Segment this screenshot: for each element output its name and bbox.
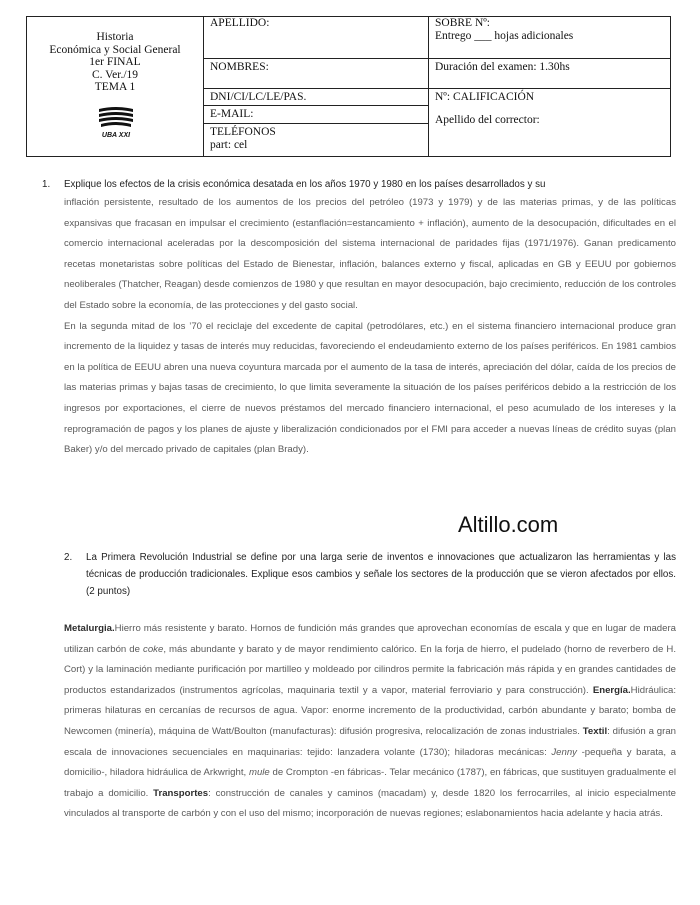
answer-2-paragraph (64, 619, 676, 825)
keyword-metalurgia: Metalurgia. (64, 623, 115, 634)
keyword-energia: Energía. (592, 684, 631, 696)
telefonos-field[interactable] (204, 124, 429, 156)
uba-xxi-logo-icon (95, 105, 137, 141)
course-info-cell (27, 17, 204, 156)
question-2-text (64, 549, 676, 600)
dni-field[interactable] (204, 89, 429, 106)
question-1-block (42, 177, 676, 461)
apellido-label: APELLIDO: (210, 17, 270, 29)
term-mule: mule (248, 767, 270, 779)
email-label: E-MAIL: (210, 108, 254, 120)
answer-2-text: de Crompton -en fábricas-. Telar mecánico (1787), en fábricas, que sustituyen gradualmente el trabajo a domicilio. (64, 767, 677, 799)
question-1-text (42, 177, 676, 193)
email-field[interactable] (204, 106, 429, 124)
answer-2-text: , más abundante y barato y de mayor rendimiento calórico. En la forja de hierro, el pudelado (horno de reverbero de H. Cort) y la laminación mediante purificación por martilleo y moldeado por cilindros permite la fabricación más rápida y en grandes cantidades de productos estandarizados (instrumentos agrícolas, maquinaria textil y a vapor, material ferroviario y para construcción). (64, 643, 676, 696)
answer-2-text: : construcción de canales y caminos (macadam) y, desde 1820 los ferrocarriles, al inicio especialmente vinculados al transporte de carbón y con el uso del mismo; incorporación de nuevas regiones; eslabonamientos hacia adelante y hacia atrás. (64, 787, 677, 820)
entrego-label: Entrego ___ hojas adicionales (435, 29, 574, 42)
keyword-textil: Textil (582, 725, 608, 737)
exam-type-line: 1er FINAL (89, 56, 141, 68)
answer-2-text: Hidráulica: primeras hilaturas en cercanías de recursos de agua. Vapor: enorme incremento de la productividad, carbón abundante y barato; bomba de Newcomen (minería), máquina de Watt/Boulton (manufacturas): difusión progresiva, relocalización de zonas industriales. (64, 684, 676, 737)
course-name-line: Historia (96, 31, 134, 43)
duracion-field (429, 59, 670, 89)
logo-text: UBA XXI (101, 132, 131, 139)
sobre-field[interactable] (429, 17, 670, 59)
answer-2-block (64, 619, 676, 825)
question-2-block (64, 549, 676, 600)
nombres-field[interactable] (204, 59, 429, 89)
tema-line: TEMA 1 (94, 81, 136, 93)
answer-2-text: -pequeña y barata, a domicilio-, hiladora hidráulica de Arkwright, (64, 746, 676, 779)
answer-2-text: : difusión a gran escala de innovaciones secuenciales en maquinarias: tejido: lanzadera volante (1730); hiladoras mecánicas: (64, 725, 676, 758)
dni-label: DNI/CI/LC/LE/PAS. (210, 91, 307, 103)
term-jenny: Jenny (551, 746, 577, 758)
course-name-line: Económica y Social General (49, 43, 181, 56)
term-coke: coke (143, 643, 164, 655)
calificacion-label: Nº: CALIFICACIÓN (435, 91, 535, 103)
answer-2-text: Hierro más resistente y barato. Hornos de fundición más grandes que aprovechan economías de escala y que en lugar de madera utilizan carbón de (64, 623, 676, 655)
part-label: part: (210, 138, 232, 151)
question-2-number: 2. (64, 552, 73, 563)
telefonos-label: TELÉFONOS (210, 126, 276, 138)
apellido-field[interactable] (204, 17, 429, 59)
altillo-watermark: Altillo.com (458, 512, 559, 537)
keyword-transportes: Transportes (153, 787, 209, 799)
exam-header-table (26, 16, 671, 157)
sobre-label: SOBRE Nº: (435, 17, 491, 29)
version-line: C. Ver./19 (91, 68, 139, 81)
nombres-label: NOMBRES: (210, 61, 269, 73)
answer-1-paragraph-1: inflación persistente, resultado de los aumentos de los precios del petróleo (1973 y 1979) y de las materias primas, y de las políticas expansivas que fracasan en impulsar el crecimiento (estanflación=estancamiento + inflación), aumento de la desocupación, dificultades en el comercio internacional aceleradas por la descomposición del sistema internacional de paridades fijas (1971/1976). Ganan predicamento recetas monetaristas sobre políticas del Estado de Bienestar, inflación, balances externo y fiscal, aplicadas en GB y EEUU por gobiernos neoliberales (Thatcher, Reagan) desde comienzos de 1980 y que resultan en mayor desocupación, bajo crecimiento, reducción de los controles del Estado sobre la economía, de las protecciones y del gasto social. (64, 197, 676, 311)
question-1-number: 1. (42, 179, 51, 190)
answer-1-paragraph-2: En la segunda mitad de los ’70 el reciclaje del excedente de capital (petrodólares, etc.) en el sistema financiero internacional produce gran incremento de la liquidez y tasas de interés muy reducidas, favoreciendo el endeudamiento externo de los países periféricos. En 1981 cambios en la política de EEUU abren una nueva coyuntura marcada por el aumento de la tasa de interés, apreciación del dólar, caída de los precios de las materias primas y bajas tasas de crecimiento, lo que limita severamente la situación de los países periféricos debido a la restricción de los ingresos por exportaciones, el cierre de nuevos préstamos del mercado financiero internacional, el peso acumulado de los intereses y la reprogramación de pagos y los planes de ajuste y liberalización condicionados por el FMI para acceder a nuevas líneas de crédito suyas (plan Baker) y/o del mercado privado de capitales (plan Brady). (64, 320, 676, 456)
phone-row (210, 139, 428, 152)
calificacion-field[interactable] (429, 89, 670, 156)
corrector-label: Apellido del corrector: (435, 113, 540, 126)
cel-label: cel (233, 138, 248, 151)
duracion-label: Duración del examen: 1.30hs (435, 61, 570, 73)
question-2-prompt: La Primera Revolución Industrial se define por una larga serie de inventos e innovaciones que actualizaron las herramientas y las técnicas de producción tradicionales. Explique esos cambios y señale los sectores de la producción que se vieron afectados por ellos. (2 puntos) (86, 552, 676, 597)
question-1-prompt: Explique los efectos de la crisis económica desatada en los años 1970 y 1980 en los países desarrollados y su (64, 179, 546, 190)
